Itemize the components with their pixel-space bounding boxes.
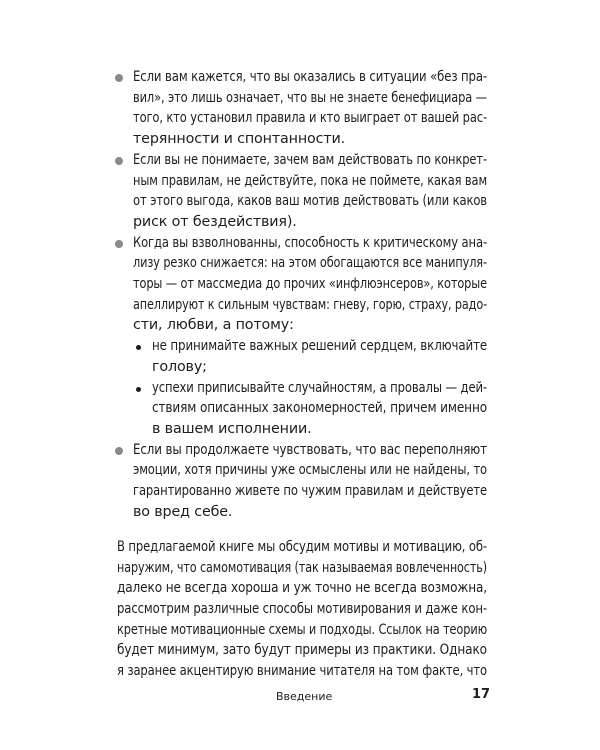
bullet-2-line-1: Если вы не понимаете, зачем вам действовать по конкрет- <box>133 151 487 168</box>
bullet-3-line-3: торы — от массмедиа до прочих «инфлюэнсеров», которые <box>133 276 487 292</box>
sub-bullet-marker <box>136 345 141 350</box>
sub-bullet-1-line-2: голову; <box>152 358 207 375</box>
paragraph-line-5: кретные мотивационные схемы и подходы. Ссылок на теорию <box>117 621 488 638</box>
bullet-1-line-2: вил», это лишь означает, что вы не знаете бенефициара — <box>133 89 487 106</box>
bullet-4-line-4: во вред себе. <box>133 503 233 520</box>
running-footer-section: Введение <box>276 690 333 703</box>
bullet-1-line-3: того, кто установил правила и кто выиграет от вашей рас- <box>133 110 488 127</box>
bullet-4-line-3: гарантированно живете по чужим правилам и действуете <box>133 483 488 499</box>
bullet-marker <box>115 240 123 248</box>
bullet-3-line-5: сти, любви, а потому: <box>133 317 294 334</box>
bullet-4-line-1: Если вы продолжаете чувствовать, что вас переполняют <box>133 441 487 458</box>
bullet-marker <box>115 74 123 82</box>
sub-bullet-2-line-2: ствиям описанных закономерностей, причем именно <box>152 400 487 417</box>
bullet-3-line-1: Когда вы взволнованны, способность к критическому ана- <box>133 234 488 251</box>
paragraph-line-2: наружим, что самомотивация (так называемая вовлеченность) <box>117 559 487 576</box>
bullet-marker <box>115 157 123 165</box>
paragraph-line-7: я заранее акцентирую внимание читателя на том факте, что <box>117 663 488 679</box>
paragraph-line-4: рассмотрим различные способы мотивирования и даже кон- <box>117 600 488 617</box>
paragraph-line-6: будет минимум, зато будут примеры из практики. Однако <box>117 642 487 659</box>
bullet-1-line-4: терянности и спонтанности. <box>133 131 346 148</box>
bullet-4-line-2: эмоции, хотя причины уже осмыслены или не найдены, то <box>133 462 487 479</box>
bullet-3-line-4: апеллируют к сильным чувствам: гневу, горю, страху, радо- <box>133 296 488 313</box>
bullet-2-line-2: ным правилам, не действуйте, пока не поймете, какая вам <box>133 172 488 189</box>
sub-bullet-marker <box>136 387 141 392</box>
sub-bullet-2-line-1: успехи приписывайте случайностям, а провалы — дей- <box>152 379 487 396</box>
bullet-1-line-1: Если вам кажется, что вы оказались в ситуации «без пра- <box>133 69 488 85</box>
bullet-2-line-3: от этого выгода, каков ваш мотив действовать (или каков <box>133 193 488 210</box>
page-number: 17 <box>472 687 491 702</box>
sub-bullet-1-line-1: не принимайте важных решений сердцем, включайте <box>152 338 488 355</box>
paragraph-line-1: В предлагаемой книге мы обсудим мотивы и мотивацию, об- <box>117 538 487 555</box>
paragraph-line-3: далеко не всегда хороша и уж точно не всегда возможна, <box>117 580 488 597</box>
bullet-2-line-4: риск от бездействия). <box>133 213 297 230</box>
sub-bullet-2-line-3: в вашем исполнении. <box>152 420 312 437</box>
bullet-marker <box>115 447 123 455</box>
bullet-3-line-2: лизу резко снижается: на этом обогащаются все манипуля- <box>133 255 487 272</box>
